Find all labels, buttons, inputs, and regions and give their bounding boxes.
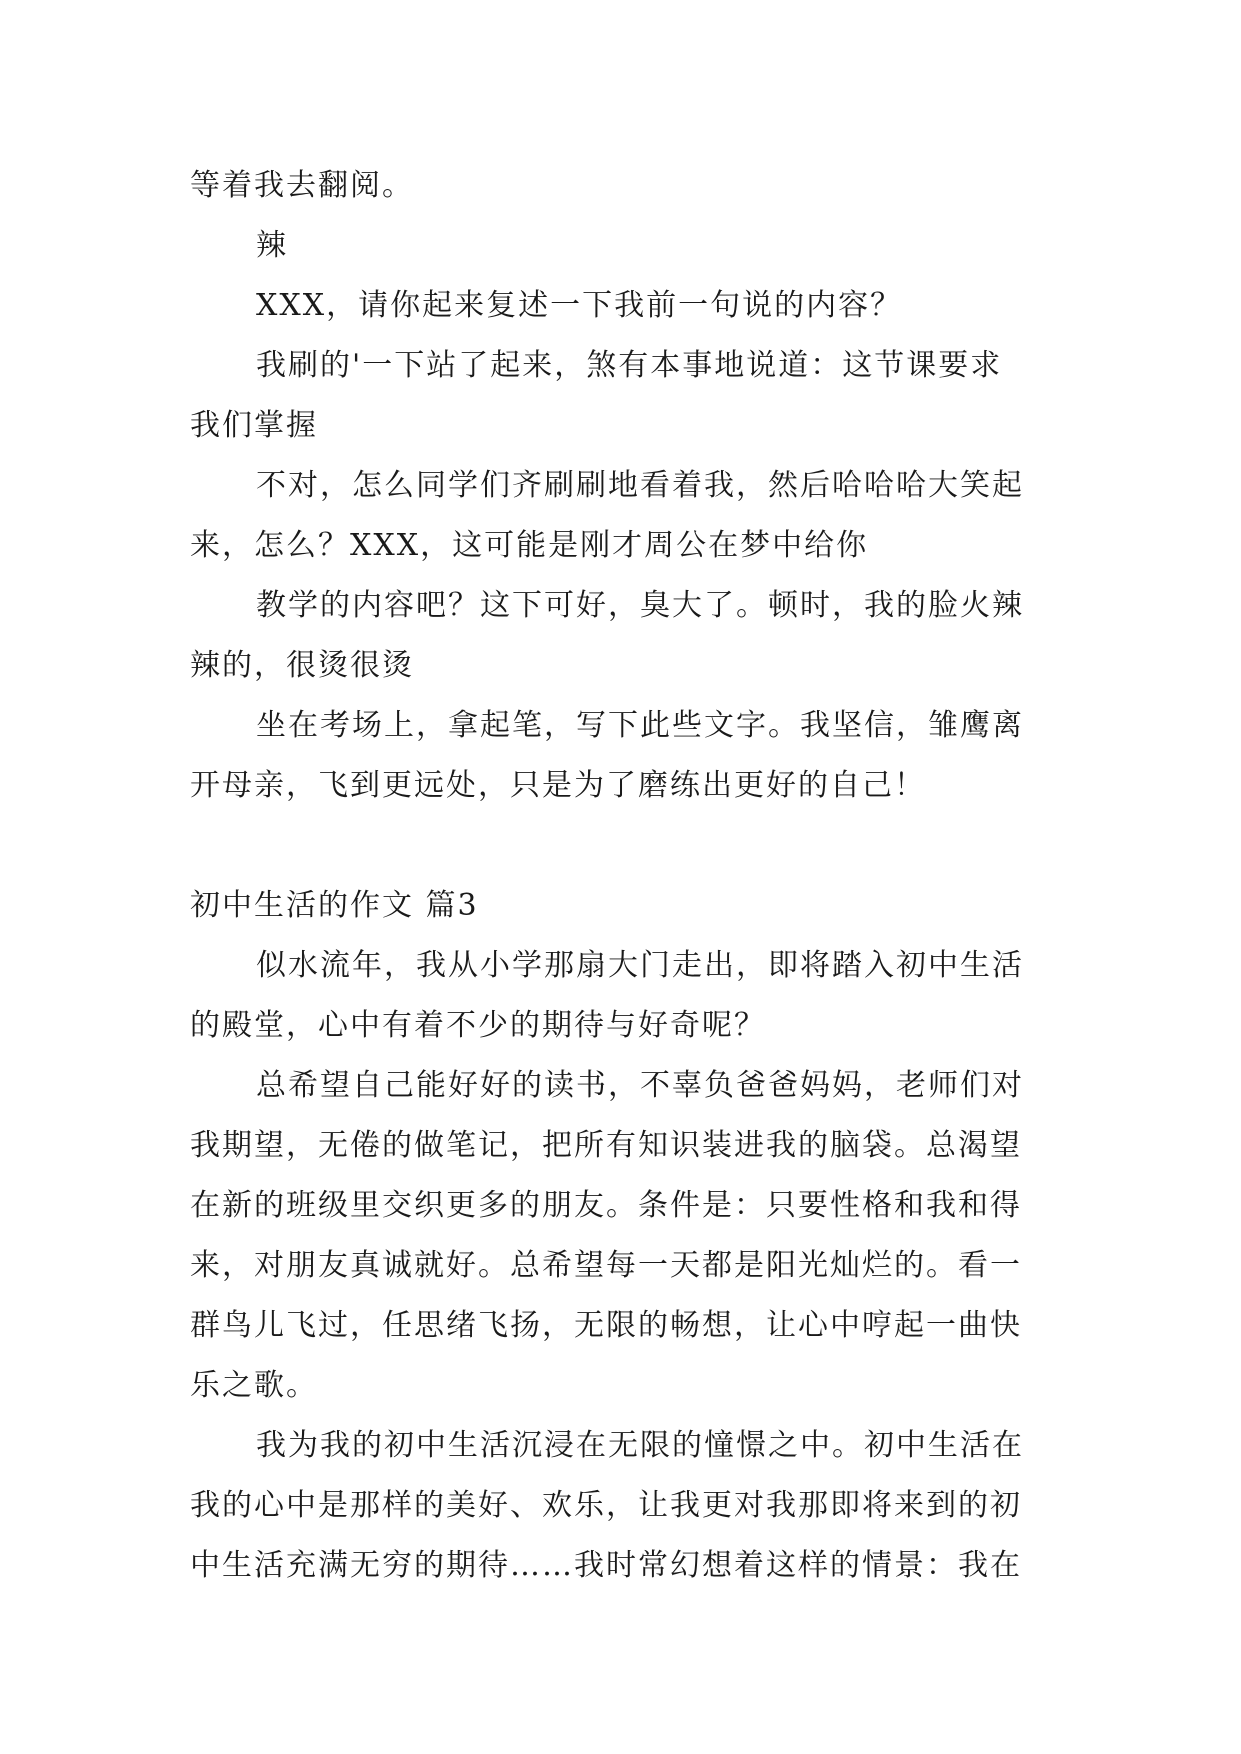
text-line: 群鸟儿飞过，任思绪飞扬，无限的畅想，让心中哼起一曲快 bbox=[190, 1308, 1022, 1343]
text-line: XXX，请你起来复述一下我前一句说的内容？ bbox=[256, 288, 903, 323]
text-line: 我刷的'一下站了起来，煞有本事地说道：这节课要求 bbox=[256, 348, 1003, 383]
paragraph bbox=[190, 276, 1050, 336]
text-line: 辣 bbox=[256, 228, 288, 263]
paragraph bbox=[190, 576, 1050, 696]
text-line: 的殿堂，心中有着不少的期待与好奇呢？ bbox=[190, 1008, 766, 1043]
text-line: 来，对朋友真诚就好。总希望每一天都是阳光灿烂的。看一 bbox=[190, 1248, 1022, 1283]
document-body bbox=[190, 156, 1050, 1596]
text-line: 等着我去翻阅。 bbox=[190, 168, 414, 203]
text-line: 辣的，很烫很烫 bbox=[190, 648, 414, 683]
paragraph bbox=[190, 456, 1050, 576]
paragraph bbox=[190, 216, 1050, 276]
paragraph bbox=[190, 1056, 1050, 1416]
paragraph bbox=[190, 696, 1050, 816]
essay-continuation bbox=[190, 156, 1050, 816]
text-line: 乐之歌。 bbox=[190, 1368, 318, 1403]
text-line: 坐在考场上，拿起笔，写下此些文字。我坚信，雏鹰离 bbox=[256, 708, 1024, 743]
paragraph bbox=[190, 336, 1050, 456]
essay-section-3 bbox=[190, 936, 1050, 1596]
text-line: 我期望，无倦的做笔记，把所有知识装进我的脑袋。总渴望 bbox=[190, 1128, 1022, 1163]
text-line: 开母亲，飞到更远处，只是为了磨练出更好的自己！ bbox=[190, 768, 926, 803]
section-title: 初中生活的作文 篇3 bbox=[190, 888, 479, 923]
text-line: 在新的班级里交织更多的朋友。条件是：只要性格和我和得 bbox=[190, 1188, 1022, 1223]
paragraph bbox=[190, 156, 1050, 216]
text-line: 我为我的初中生活沉浸在无限的憧憬之中。初中生活在 bbox=[256, 1428, 1024, 1463]
text-line: 不对，怎么同学们齐刷刷地看着我，然后哈哈哈大笑起 bbox=[256, 468, 1024, 503]
text-line: 教学的内容吧？这下可好，臭大了。顿时，我的脸火辣 bbox=[256, 588, 1024, 623]
text-line: 来，怎么？XXX，这可能是刚才周公在梦中给你 bbox=[190, 528, 869, 563]
text-line: 中生活充满无穷的期待……我时常幻想着这样的情景：我在 bbox=[190, 1548, 1022, 1583]
paragraph bbox=[190, 1416, 1050, 1596]
text-line: 我们掌握 bbox=[190, 408, 318, 443]
text-line: 似水流年，我从小学那扇大门走出，即将踏入初中生活 bbox=[256, 948, 1024, 983]
text-line: 总希望自己能好好的读书，不辜负爸爸妈妈，老师们对 bbox=[256, 1068, 1024, 1103]
paragraph bbox=[190, 936, 1050, 1056]
text-line: 我的心中是那样的美好、欢乐，让我更对我那即将来到的初 bbox=[190, 1488, 1022, 1523]
